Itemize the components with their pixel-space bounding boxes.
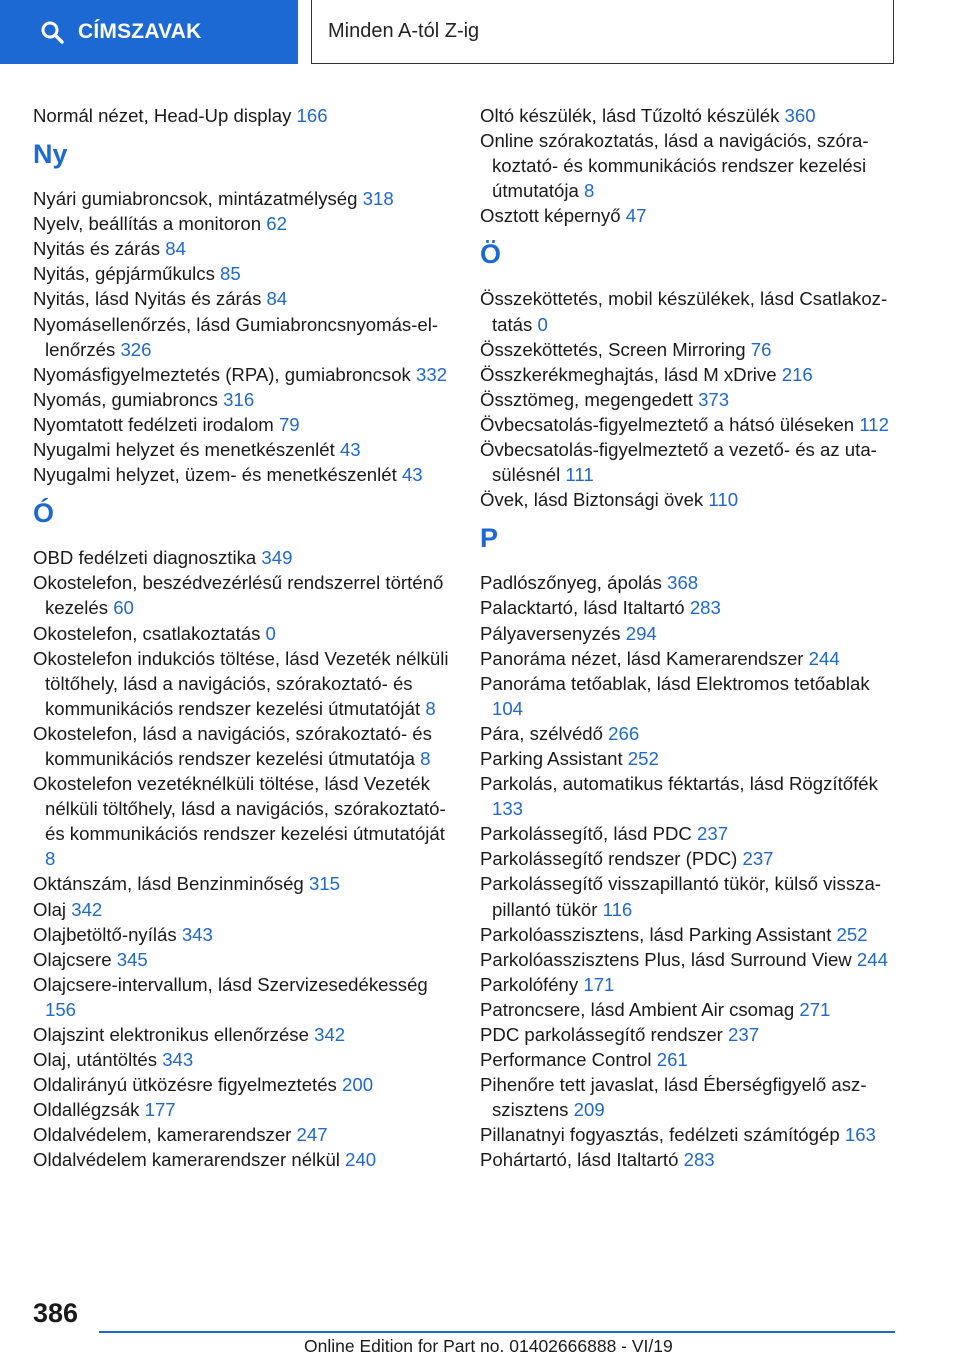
index-entry (33, 186, 453, 211)
page-link[interactable]: 47 (625, 205, 647, 227)
index-entry-text: Olaj, utántöltés (33, 1049, 158, 1071)
page-link[interactable]: 84 (266, 288, 288, 310)
index-entry (33, 972, 453, 1022)
index-entry (480, 1022, 900, 1047)
page-link[interactable]: 216 (781, 363, 813, 385)
index-entry-text: Oldallégzsák (33, 1099, 140, 1121)
page-link[interactable]: 315 (308, 873, 340, 895)
index-entry (480, 1072, 900, 1122)
index-entry (480, 286, 900, 336)
index-entry (33, 897, 453, 922)
section-letter: P (480, 523, 499, 554)
page-link[interactable]: 343 (162, 1049, 194, 1071)
page-link[interactable]: 43 (339, 439, 361, 461)
index-entry (33, 570, 453, 620)
index-entry-text: Padlószőnyeg, ápolás (480, 572, 662, 594)
index-entry (33, 1022, 453, 1047)
index-entry (33, 621, 453, 646)
page-link[interactable]: 8 (45, 848, 56, 870)
page-link[interactable]: 200 (342, 1074, 374, 1096)
index-entry-text: Nyugalmi helyzet, üzem- és menetkészenlét (33, 464, 397, 486)
index-entry (480, 1147, 900, 1172)
index-entry-text: Oltó készülék, lásd Tűzoltó készülék (480, 105, 780, 126)
page-link[interactable]: 8 (420, 747, 431, 769)
index-entry-text: Olajbetöltő-nyílás (33, 923, 177, 945)
index-entry (33, 437, 453, 462)
index-entry-text: Oldalirányú ütközésre figyelmeztetés (33, 1074, 337, 1096)
page-link[interactable]: 373 (698, 388, 730, 410)
tab-bar (0, 0, 960, 66)
page-link[interactable]: 0 (537, 313, 548, 335)
search-icon (40, 20, 64, 44)
index-entry (33, 871, 453, 896)
index-entry-text: Panoráma nézet, lásd Kamerarendszer (480, 647, 804, 669)
index-entry (33, 771, 453, 871)
page-link[interactable]: 79 (278, 413, 300, 435)
page-number: 386 (33, 1298, 79, 1328)
index-entry (33, 545, 453, 570)
page-link[interactable]: 177 (144, 1099, 176, 1121)
index-entry-text: PDC parkolássegítő rendszer (480, 1024, 723, 1045)
page-link[interactable]: 316 (223, 388, 255, 410)
page-link[interactable]: 209 (573, 1099, 605, 1121)
index-entry-text: Oldalvédelem, kamerarendszer (33, 1124, 292, 1146)
page-link[interactable]: 266 (608, 722, 640, 744)
page-link[interactable]: 342 (71, 898, 103, 920)
page-link[interactable]: 85 (220, 263, 241, 285)
page-link[interactable]: 166 (296, 105, 328, 126)
page-link[interactable]: 349 (261, 547, 293, 569)
page-link[interactable]: 8 (584, 180, 595, 202)
index-entry-text: Pihenőre tett javaslat, lásd Éberségfigyelő aszszisztens (480, 1074, 867, 1121)
index-entry (480, 821, 900, 846)
index-entry-text: Nyomtatott fedélzeti irodalom (33, 413, 274, 435)
index-entry-text: Övek, lásd Biztonsági övek (480, 489, 704, 511)
page-link[interactable]: 104 (492, 697, 524, 719)
index-entry-text: Pillanatnyi fogyasztás, fedélzeti számítógép (480, 1124, 840, 1146)
index-entry-text: Parkolássegítő, lásd PDC (480, 823, 692, 845)
page-link[interactable]: 240 (345, 1149, 377, 1171)
index-entry-text: Pohártartó, lásd Italtartó (480, 1149, 679, 1171)
index-entry-text: Okostelefon, csatlakoztatás (33, 622, 266, 644)
page-link[interactable]: 112 (859, 413, 889, 435)
index-entry (33, 721, 453, 771)
index-entry-text: Összkerékmeghajtás, lásd M xDrive (480, 363, 777, 385)
index-entry (33, 646, 453, 721)
page-link[interactable]: 237 (742, 848, 774, 870)
index-entry-text: Parking Assistant (480, 747, 623, 769)
page-link[interactable]: 252 (836, 923, 868, 945)
index-entry (480, 387, 900, 412)
tab-keywords[interactable] (0, 0, 298, 64)
page-link[interactable]: 332 (416, 363, 448, 385)
index-entry (480, 570, 900, 595)
index-entry-text: Nyugalmi helyzet és menetkészenlét (33, 439, 335, 461)
index-entry (33, 922, 453, 947)
index-entry-text: Nyári gumiabroncsok, mintázatmélység (33, 188, 358, 210)
index-entry-text: OBD fedélzeti diagnosztika (33, 547, 257, 569)
index-entry-text: Parkolássegítő visszapillantó tükör, külső visszapillantó tükör (480, 873, 881, 920)
page-link[interactable]: 247 (296, 1124, 328, 1146)
index-entry (480, 103, 900, 128)
index-entry-text: Oldalvédelem kamerarendszer nélkül (33, 1149, 340, 1171)
index-entry-text: Nyelv, beállítás a monitoron (33, 213, 262, 235)
index-entry (480, 1122, 900, 1147)
index-entry-text: Nyomás, gumiabroncs (33, 388, 218, 410)
index-entry-text: Parkolás, automatikus féktartás, lásd Rögzítőfék (480, 773, 878, 795)
index-entry (33, 211, 453, 236)
page-link[interactable]: 237 (697, 823, 729, 845)
page-link[interactable]: 283 (689, 597, 721, 619)
index-entry-text: Panoráma tetőablak, lásd Elektromos tetőablak (480, 672, 870, 694)
page-link[interactable]: 237 (728, 1024, 760, 1045)
index-entry (33, 236, 453, 261)
index-entry (33, 947, 453, 972)
page-link[interactable]: 60 (113, 597, 134, 619)
tab-a-to-z[interactable] (311, 0, 894, 64)
index-entry-text: Patroncsere, lásd Ambient Air csomag (480, 998, 795, 1020)
index-entry (480, 437, 900, 487)
index-entry-text: Olajcsere (33, 948, 112, 970)
index-entry (480, 997, 900, 1022)
index-entry-text: Okostelefon, beszédvezérlésű rendszerrel történő kezelés (33, 572, 444, 619)
index-entry (480, 671, 900, 721)
index-entry (480, 337, 900, 362)
footer-divider (99, 1331, 895, 1333)
index-entry (480, 203, 900, 228)
index-entry-text: Okostelefon indukciós töltése, lásd Vezeték nélküli töltőhely, lásd a navigációs, szórakoztató- és kommunikációs rendszer kezelési útmutatóját (33, 647, 449, 719)
index-entry-text: Parkolóasszisztens, lásd Parking Assistant (480, 923, 832, 945)
index-entry (480, 128, 900, 203)
index-entry (33, 362, 453, 387)
page-link[interactable]: 271 (799, 998, 831, 1020)
index-entry-text: Nyitás és zárás (33, 238, 161, 260)
section-letter: Ny (33, 139, 68, 170)
page-link[interactable]: 62 (266, 213, 287, 235)
page-link[interactable]: 171 (583, 973, 615, 995)
index-entry (33, 1072, 453, 1097)
index-entry-text: Övbecsatolás-figyelmeztető a hátsó üléseken (480, 413, 855, 435)
index-column-left (33, 103, 453, 1173)
index-entry (33, 261, 453, 286)
page-link[interactable]: 283 (683, 1149, 715, 1171)
index-entry (480, 362, 900, 387)
index-entry-text: Olaj (33, 898, 67, 920)
index-entry-text: Parkolássegítő rendszer (PDC) (480, 848, 738, 870)
index-entry-text: Nyomásellenőrzés, lásd Gumiabroncsnyomás-ellenőrzés (33, 313, 439, 360)
page-link[interactable]: 0 (265, 622, 276, 644)
page-link[interactable]: 163 (844, 1124, 876, 1146)
index-entry-text: Pára, szélvédő (480, 722, 603, 744)
page-link[interactable]: 360 (784, 105, 816, 126)
tab-keywords-label: CÍMSZAVAK (78, 20, 202, 43)
section-letter: Ö (480, 239, 502, 270)
index-entry-text: Osztott képernyő (480, 205, 621, 227)
edition-note: Online Edition for Part no. 01402666888 - VI/19 (304, 1336, 673, 1356)
index-entry-text: Parkolóasszisztens Plus, lásd Surround View (480, 948, 852, 970)
page-link[interactable]: 261 (656, 1049, 688, 1071)
index-entry-text: Pályaversenyzés (480, 622, 621, 644)
index-entry (480, 922, 900, 947)
index-entry (480, 1047, 900, 1072)
page-link[interactable]: 368 (667, 572, 699, 594)
page-link[interactable]: 116 (602, 898, 633, 920)
index-entry (480, 846, 900, 871)
page-link[interactable]: 244 (808, 647, 840, 669)
index-entry (33, 286, 453, 311)
index-entry (480, 646, 900, 671)
index-entry (33, 312, 453, 362)
index-entry (33, 1147, 453, 1172)
page-link[interactable]: 76 (750, 338, 772, 360)
index-entry-text: Olajcsere-intervallum, lásd Szervizesedékesség (33, 973, 428, 995)
page-link[interactable]: 8 (425, 697, 436, 719)
index-entry (480, 721, 900, 746)
index-entry (33, 1122, 453, 1147)
index-column-right (480, 103, 900, 1173)
page-link[interactable]: 294 (625, 622, 657, 644)
index-entry-text: Okostelefon, lásd a navigációs, szórakoztató- és kommunikációs rendszer kezelési útmutatója (33, 722, 432, 769)
page-link[interactable]: 342 (314, 1024, 346, 1045)
index-entry-text: Oktánszám, lásd Benzinminőség (33, 873, 304, 895)
index-entry (480, 972, 900, 997)
page-link[interactable]: 110 (708, 489, 739, 511)
index-entry-text: Nyomásfigyelmeztetés (RPA), gumiabroncsok (33, 363, 411, 385)
page-link[interactable]: 318 (362, 188, 394, 210)
page-link[interactable]: 252 (627, 747, 659, 769)
index-entry-text: Nyitás, lásd Nyitás és zárás (33, 288, 262, 310)
index-entry-text: Össztömeg, megengedett (480, 388, 693, 410)
index-entry (480, 487, 900, 512)
page-link[interactable]: 345 (116, 948, 148, 970)
index-entry (480, 947, 900, 972)
index-entry-text: Olajszint elektronikus ellenőrzése (33, 1024, 309, 1045)
index-entry-text: Övbecsatolás-figyelmeztető a vezető- és az utasülésnél (480, 439, 877, 486)
page-link[interactable]: 43 (401, 464, 423, 486)
index-entry (33, 462, 453, 487)
tab-a-to-z-label: Minden A-tól Z-ig (328, 20, 480, 42)
index-entry (480, 771, 900, 821)
index-entry-text: Összeköttetés, mobil készülékek, lásd Csatlakoztatás (480, 288, 888, 335)
page-link[interactable]: 111 (565, 464, 594, 486)
index-entry-text: Parkolófény (480, 973, 579, 995)
index-entry-text: Okostelefon vezetéknélküli töltése, lásd Vezeték nélküli töltőhely, lásd a navigációs, szórakoztató- és kommunikációs rendszer kezelési útmutatóját (33, 773, 446, 845)
page-link[interactable]: 156 (45, 998, 77, 1020)
index-entry (33, 1097, 453, 1122)
index-entry (33, 387, 453, 412)
index-entry-text: Normál nézet, Head-Up display (33, 105, 292, 126)
page-link[interactable]: 133 (492, 798, 524, 820)
index-entry (480, 871, 900, 921)
index-entry (480, 746, 900, 771)
index-entry-text: Nyitás, gépjárműkulcs (33, 263, 215, 285)
index-entry (33, 1047, 453, 1072)
index-entry-text: Palacktartó, lásd Italtartó (480, 597, 685, 619)
index-entry (33, 412, 453, 437)
index-entry (480, 412, 900, 437)
page-link[interactable]: 84 (165, 238, 186, 260)
page-link[interactable]: 326 (120, 338, 152, 360)
index-entry-text: Online szórakoztatás, lásd a navigációs, szórakoztató- és kommunikációs rendszer kezelési útmutatója (480, 130, 869, 202)
page-link[interactable]: 244 (856, 948, 888, 970)
index-entry (480, 621, 900, 646)
index-entry-text: Összeköttetés, Screen Mirroring (480, 338, 746, 360)
section-letter: Ó (33, 498, 55, 529)
index-entry (33, 103, 453, 128)
index-entry-text: Performance Control (480, 1049, 652, 1071)
index-entry (480, 595, 900, 620)
page-link[interactable]: 343 (181, 923, 213, 945)
